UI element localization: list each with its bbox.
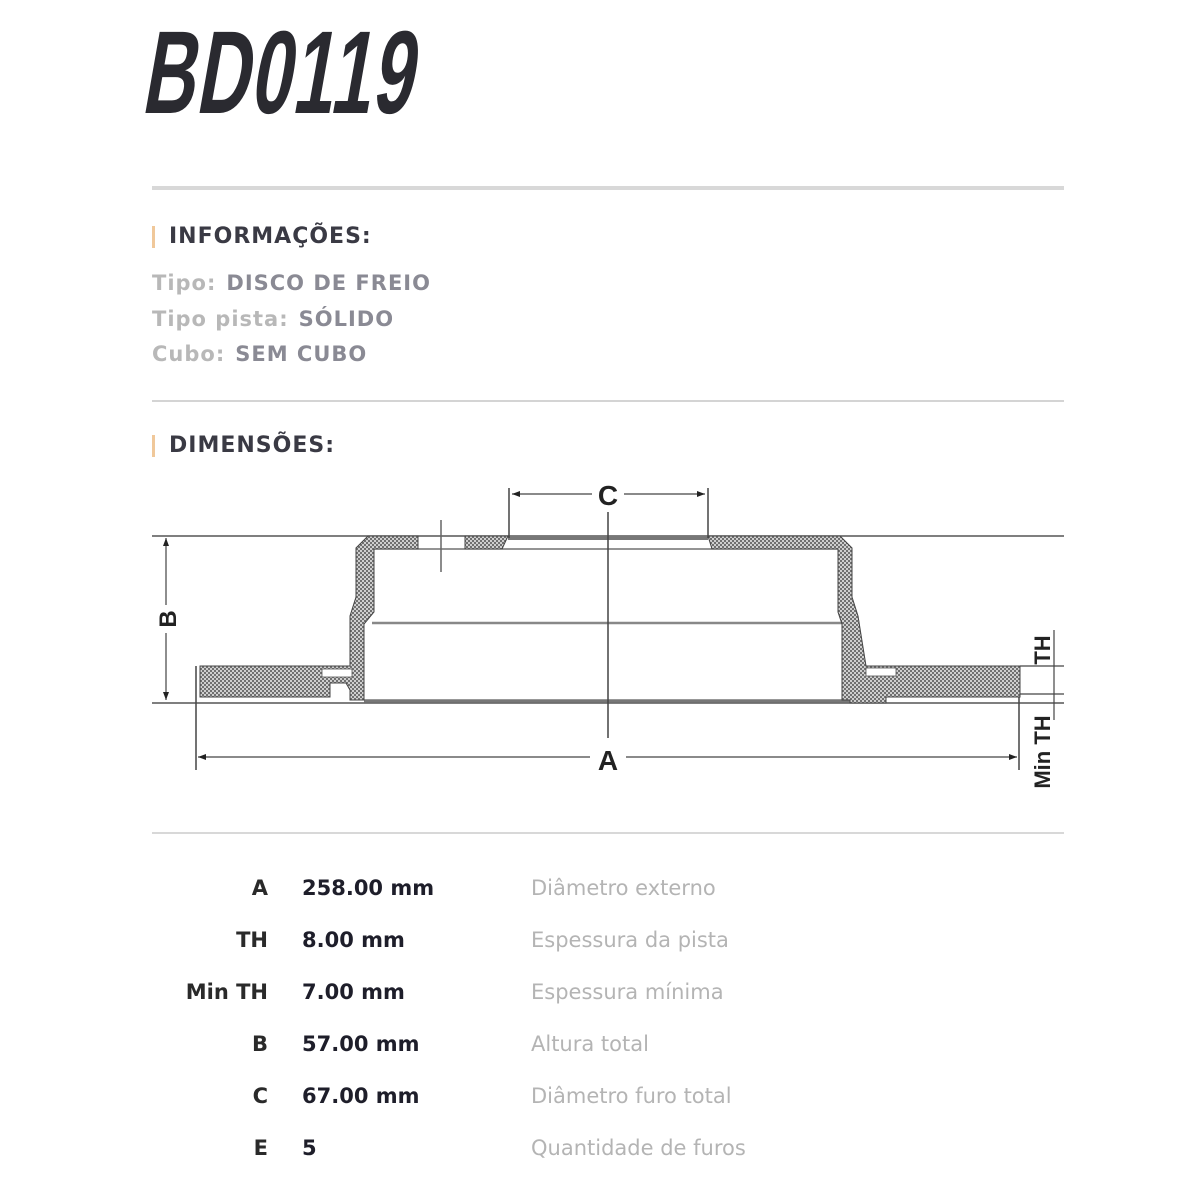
info-key: Tipo pista:: [152, 307, 289, 331]
spec-row: [140, 980, 940, 1020]
info-row-cubo: [152, 342, 367, 366]
label-b: B: [155, 610, 182, 628]
spec-value: 5: [302, 1136, 317, 1160]
spec-description: Diâmetro furo total: [531, 1084, 732, 1108]
product-code-title: BD0119: [135, 7, 432, 139]
info-section-header: [152, 224, 372, 249]
spec-row: [140, 1136, 940, 1176]
spec-description: Diâmetro externo: [531, 876, 716, 900]
divider-top: [152, 186, 1064, 190]
accent-bar: [152, 226, 155, 248]
label-c: C: [597, 480, 619, 511]
label-a: A: [597, 745, 619, 776]
spec-value: 258.00 mm: [302, 876, 435, 900]
dimensions-section-header: [152, 433, 335, 458]
spec-value: 57.00 mm: [302, 1032, 420, 1056]
info-key: Cubo:: [152, 342, 226, 366]
spec-code: TH: [236, 928, 268, 952]
spec-description: Espessura da pista: [531, 928, 729, 952]
spec-code: C: [252, 1084, 268, 1108]
brake-disc-diagram: [140, 470, 1080, 810]
info-value: SEM CUBO: [235, 342, 368, 366]
divider-bottom: [152, 832, 1064, 834]
spec-code: B: [251, 1032, 268, 1056]
divider-middle: [152, 400, 1064, 402]
info-row-tipo-pista: [152, 307, 394, 331]
spec-code: A: [251, 876, 268, 900]
spec-value: 8.00 mm: [302, 928, 405, 952]
spec-description: Espessura mínima: [531, 980, 724, 1004]
spec-row: [140, 1084, 940, 1124]
spec-row: [140, 928, 940, 968]
info-key: Tipo:: [152, 271, 217, 295]
spec-value: 7.00 mm: [302, 980, 405, 1004]
info-row-tipo: [152, 271, 431, 295]
spec-row: [140, 1032, 940, 1072]
spec-code: E: [253, 1136, 268, 1160]
spec-row: [140, 876, 940, 916]
accent-bar: [152, 435, 155, 457]
info-heading: INFORMAÇÕES:: [169, 224, 372, 249]
info-value: DISCO DE FREIO: [226, 271, 431, 295]
spec-description: Quantidade de furos: [531, 1136, 746, 1160]
spec-value: 67.00 mm: [302, 1084, 420, 1108]
spec-description: Altura total: [531, 1032, 649, 1056]
label-min-th: Min TH: [1030, 715, 1055, 789]
spec-code: Min TH: [185, 980, 268, 1004]
info-value: SÓLIDO: [298, 307, 395, 331]
label-th: TH: [1030, 635, 1055, 665]
dimensions-heading: DIMENSÕES:: [169, 433, 335, 458]
